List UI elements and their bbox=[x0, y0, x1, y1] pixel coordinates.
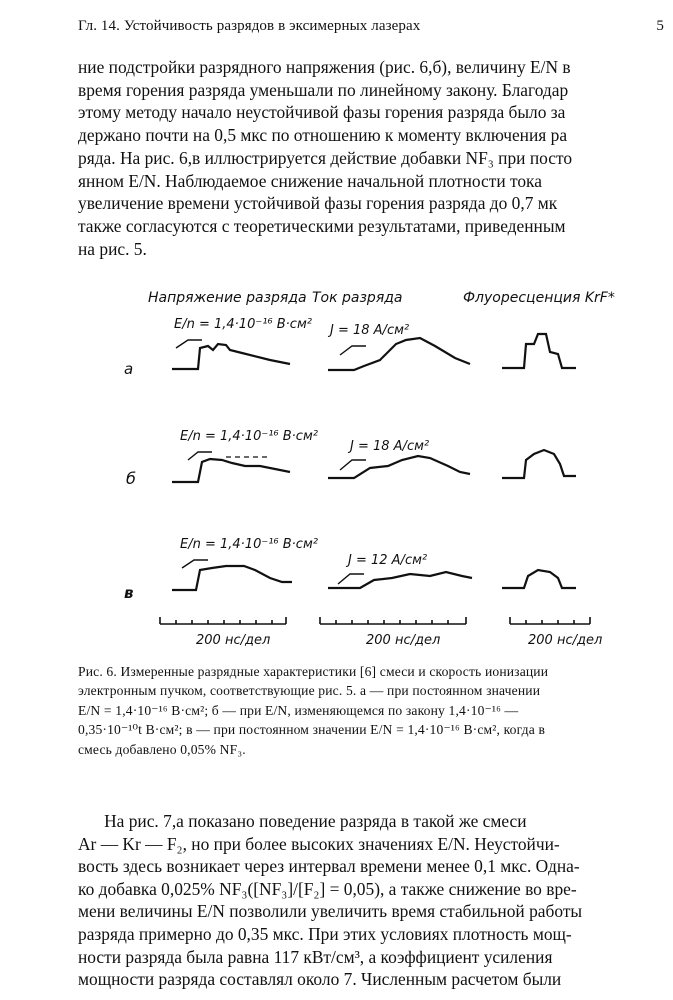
current-trace-b bbox=[328, 456, 470, 478]
row-label-b: б bbox=[126, 469, 136, 488]
angle-marker-voltage-c bbox=[182, 560, 208, 568]
fluorescence-trace-a bbox=[502, 334, 576, 368]
j-label-a: J = 18 A/см² bbox=[330, 323, 410, 338]
text-line: янном E/N. Наблюдаемое снижение начальной плотности тока bbox=[78, 170, 542, 191]
text-line: мени величины E/N позволили увеличить время стабильной работы bbox=[78, 901, 583, 922]
en-label-a: E/n = 1,4·10⁻¹⁶ B·см² bbox=[174, 317, 312, 332]
caption-line: смесь добавлено 0,05% NF₃. bbox=[78, 741, 246, 757]
column-header-voltage: Напряжение разряда bbox=[148, 290, 307, 306]
row-label-a: а bbox=[124, 360, 134, 378]
angle-marker-current-c bbox=[338, 574, 364, 584]
current-trace-a bbox=[328, 338, 470, 370]
text-line: Ar — Kr — F₂, но при более высоких значениях E/N. Неустойчи- bbox=[78, 833, 560, 854]
text-line: на рис. 5. bbox=[78, 238, 147, 259]
time-scale-1 bbox=[160, 617, 286, 624]
text-line: ности разряда была равна 117 кВт/см³, а коэффициент усиления bbox=[78, 946, 553, 967]
angle-marker-current-b bbox=[340, 460, 366, 470]
fluorescence-trace-c bbox=[502, 570, 576, 588]
traces-row-b bbox=[172, 450, 576, 482]
voltage-trace-c bbox=[172, 566, 292, 590]
traces-row-a bbox=[172, 334, 576, 370]
en-label-c: E/n = 1,4·10⁻¹⁶ B·см² bbox=[180, 537, 318, 552]
text-line: ряда. На рис. 6,в иллюстрируется действие добавки NF₃ при посто bbox=[78, 147, 573, 168]
text-line: разряда примерно до 0,35 мкс. При этих условиях плотность мощ- bbox=[78, 923, 572, 944]
j-label-b: J = 18 A/см² bbox=[350, 439, 430, 454]
text-line: держано почти на 0,5 мкс по отношению к моменту включения ра bbox=[78, 125, 568, 146]
angle-marker-voltage-a bbox=[176, 340, 202, 348]
figure-caption bbox=[78, 662, 673, 759]
scale-label-1: 200 нс/дел bbox=[196, 633, 271, 648]
paragraph-2 bbox=[78, 810, 673, 991]
caption-line: 0,35·10⁻¹⁰t B·см²; в — при постоянном значении E/N = 1,4·10⁻¹⁶ B·см², когда в bbox=[78, 722, 546, 738]
caption-line: E/N = 1,4·10⁻¹⁶ B·см²; б — при E/N, изменяющемся по закону 1,4·10⁻¹⁶ — bbox=[78, 702, 519, 718]
row-label-c: в bbox=[124, 584, 134, 602]
scale-label-3: 200 нс/дел bbox=[528, 633, 603, 648]
voltage-trace-b bbox=[172, 459, 290, 482]
angle-marker-current-a bbox=[340, 346, 366, 355]
text-line: увеличение времени устойчивой фазы горения разряда до 0,7 мк bbox=[78, 193, 558, 214]
running-head bbox=[78, 18, 664, 35]
figure-6 bbox=[124, 282, 673, 654]
text-line: ние подстройки разрядного напряжения (рис. 6,б), величину E/N в bbox=[78, 57, 571, 77]
time-scales bbox=[160, 617, 590, 624]
text-line: На рис. 7,а показано поведение разряда в такой же смеси bbox=[78, 811, 527, 831]
chapter-title: Гл. 14. Устойчивость разрядов в эксимерных лазерах bbox=[78, 18, 421, 34]
text-line: этому методу начало неустойчивой фазы горения разряда было за bbox=[78, 102, 566, 123]
text-line: вость здесь возникает через интервал времени менее 0,1 мкс. Одна- bbox=[78, 856, 580, 877]
en-label-b: E/n = 1,4·10⁻¹⁶ B·см² bbox=[180, 429, 318, 444]
paragraph-1 bbox=[78, 56, 673, 260]
oscillogram-figure bbox=[124, 282, 673, 654]
column-header-current: Ток разряда bbox=[312, 290, 403, 306]
text-line: мощности разряда составлял около 7. Численным расчетом были bbox=[78, 969, 562, 990]
scale-label-2: 200 нс/дел bbox=[366, 633, 441, 648]
fluorescence-trace-b bbox=[502, 450, 576, 478]
page-number: 5 bbox=[656, 18, 664, 34]
j-label-c: J = 12 A/см² bbox=[348, 553, 428, 568]
text-line: время горения разряда уменьшали по линейному закону. Благодар bbox=[78, 79, 569, 100]
text-line: также согласуются с теоретическими результатами, приведенным bbox=[78, 215, 566, 236]
time-scale-3 bbox=[510, 617, 590, 624]
caption-line: электронным пучком, соответствующие рис. 5. а — при постоянном значении bbox=[78, 683, 541, 699]
text-line: ко добавка 0,025% NF₃([NF₃]/[F₂] = 0,05), а также снижение во вре- bbox=[78, 878, 577, 899]
voltage-trace-a bbox=[172, 344, 290, 369]
column-header-fluorescence: Флуоресценция KrF* bbox=[463, 290, 615, 306]
time-scale-2 bbox=[320, 617, 466, 624]
caption-line: Рис. 6. Измеренные разрядные характеристики [6] смеси и скорость ионизации bbox=[78, 664, 549, 679]
